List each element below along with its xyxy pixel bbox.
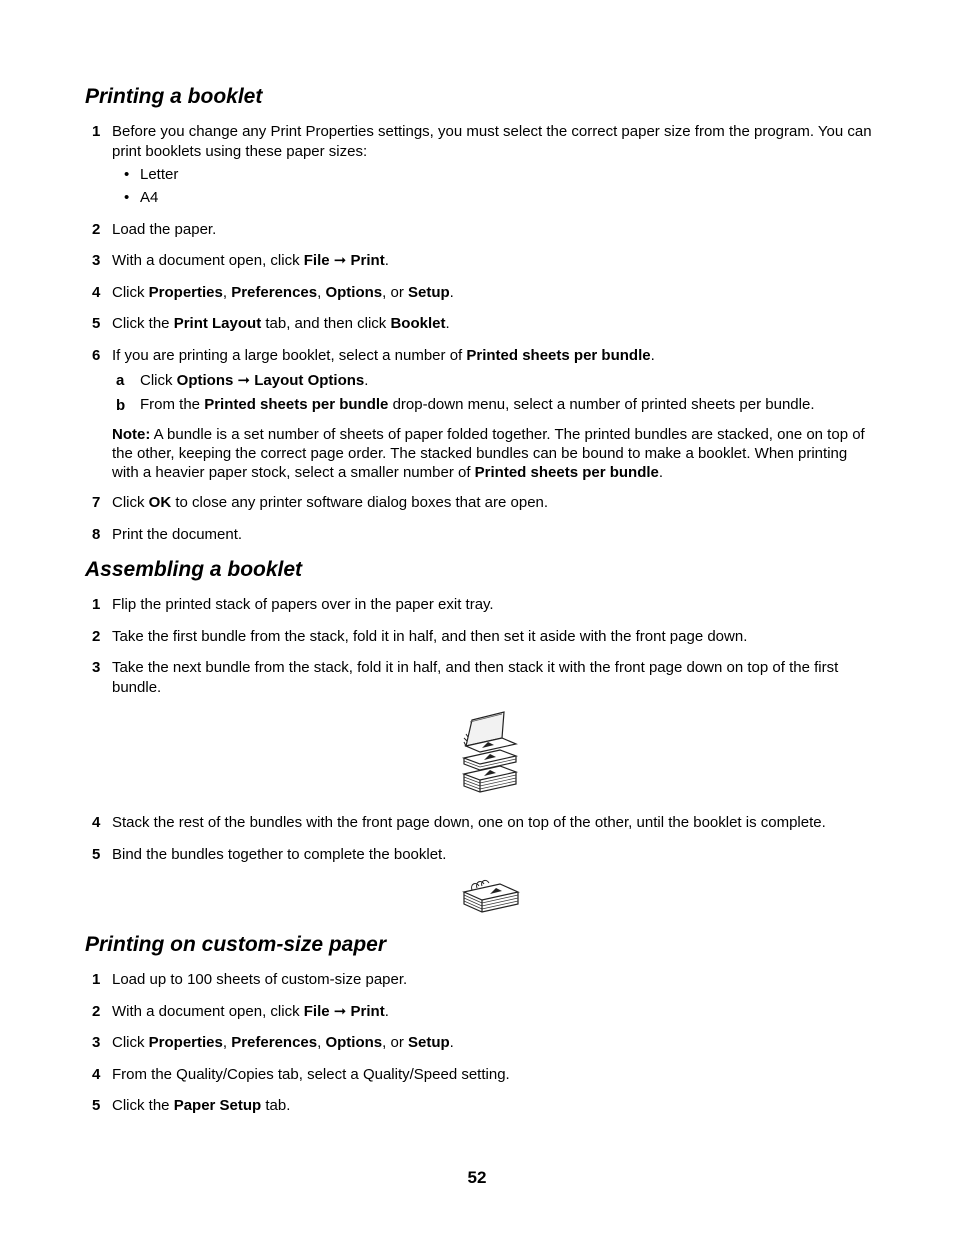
step-text: Click the Paper Setup tab. <box>112 1097 291 1114</box>
step-number: 3 <box>92 1034 101 1051</box>
substep-text: Click Options ➞ Layout Options. <box>140 372 369 389</box>
step-number: 5 <box>92 1097 101 1114</box>
step-text: Stack the rest of the bundles with the front page down, one on top of the other, until the booklet is complete. <box>112 814 826 831</box>
step-text: Load the paper. <box>112 221 217 238</box>
step-text: Click Properties, Preferences, Options, or Setup. <box>112 284 454 301</box>
step-number: 6 <box>92 347 101 364</box>
step-text: Take the next bundle from the stack, fold it in half, and then stack it with the front page down on top of the first bundle. <box>112 659 839 696</box>
step-text: Print the document. <box>112 526 243 543</box>
bullet-a4: A4 <box>140 189 159 206</box>
step-number: 1 <box>92 123 101 140</box>
bullet-letter: Letter <box>140 166 179 183</box>
step-text: Click OK to close any printer software dialog boxes that are open. <box>112 494 549 511</box>
step-number: 2 <box>92 221 101 238</box>
substep-letter: b <box>116 397 126 414</box>
step-text: Load up to 100 sheets of custom-size paper. <box>112 971 408 988</box>
step-text: From the Quality/Copies tab, select a Quality/Speed setting. <box>112 1066 510 1083</box>
step-text: If you are printing a large booklet, select a number of Printed sheets per bundle. <box>112 347 655 364</box>
step-number: 2 <box>92 628 101 645</box>
bullet-dot: • <box>124 189 130 206</box>
step-number: 4 <box>92 1066 101 1083</box>
step-number: 2 <box>92 1003 101 1020</box>
bound-booklet-illustration <box>460 878 524 916</box>
note-paragraph: Note: A bundle is a set number of sheets of paper folded together. The printed bundles are stacked, one on top of the other, keeping the correct page order. The stacked bundles can be bound to make a booklet. When printing with a heavier paper stock, select a smaller number of Printed sheets per bundle. <box>112 426 865 481</box>
bullet-dot: • <box>124 166 130 183</box>
step-text: With a document open, click File ➞ Print. <box>112 252 389 269</box>
step-number: 7 <box>92 494 101 511</box>
step-text: Take the first bundle from the stack, fold it in half, and then set it aside with the front page down. <box>112 628 748 645</box>
step-number: 1 <box>92 971 101 988</box>
step-number: 5 <box>92 846 101 863</box>
step-text: Bind the bundles together to complete the booklet. <box>112 846 447 863</box>
step-number: 5 <box>92 315 101 332</box>
page-number: 52 <box>467 1168 487 1187</box>
step-text: With a document open, click File ➞ Print. <box>112 1003 389 1020</box>
step-number: 3 <box>92 252 101 269</box>
stacked-bundles-illustration <box>458 708 522 798</box>
heading-assembling-a-booklet: Assembling a booklet <box>85 558 303 581</box>
step-number: 8 <box>92 526 101 543</box>
step-text: Click Properties, Preferences, Options, or Setup. <box>112 1034 454 1051</box>
step-text: Flip the printed stack of papers over in the paper exit tray. <box>112 596 494 613</box>
step-number: 4 <box>92 814 101 831</box>
step-number: 3 <box>92 659 101 676</box>
heading-printing-on-custom-size-paper: Printing on custom-size paper <box>85 933 387 956</box>
step-text: Before you change any Print Properties settings, you must select the correct paper size from the program. You can print booklets using these paper sizes: <box>112 123 872 160</box>
substep-text: From the Printed sheets per bundle drop-down menu, select a number of printed sheets per bundle. <box>140 396 815 413</box>
substep-letter: a <box>116 372 125 389</box>
step-number: 4 <box>92 284 101 301</box>
step-text: Click the Print Layout tab, and then click Booklet. <box>112 315 450 332</box>
heading-printing-a-booklet: Printing a booklet <box>85 85 263 108</box>
step-number: 1 <box>92 596 101 613</box>
